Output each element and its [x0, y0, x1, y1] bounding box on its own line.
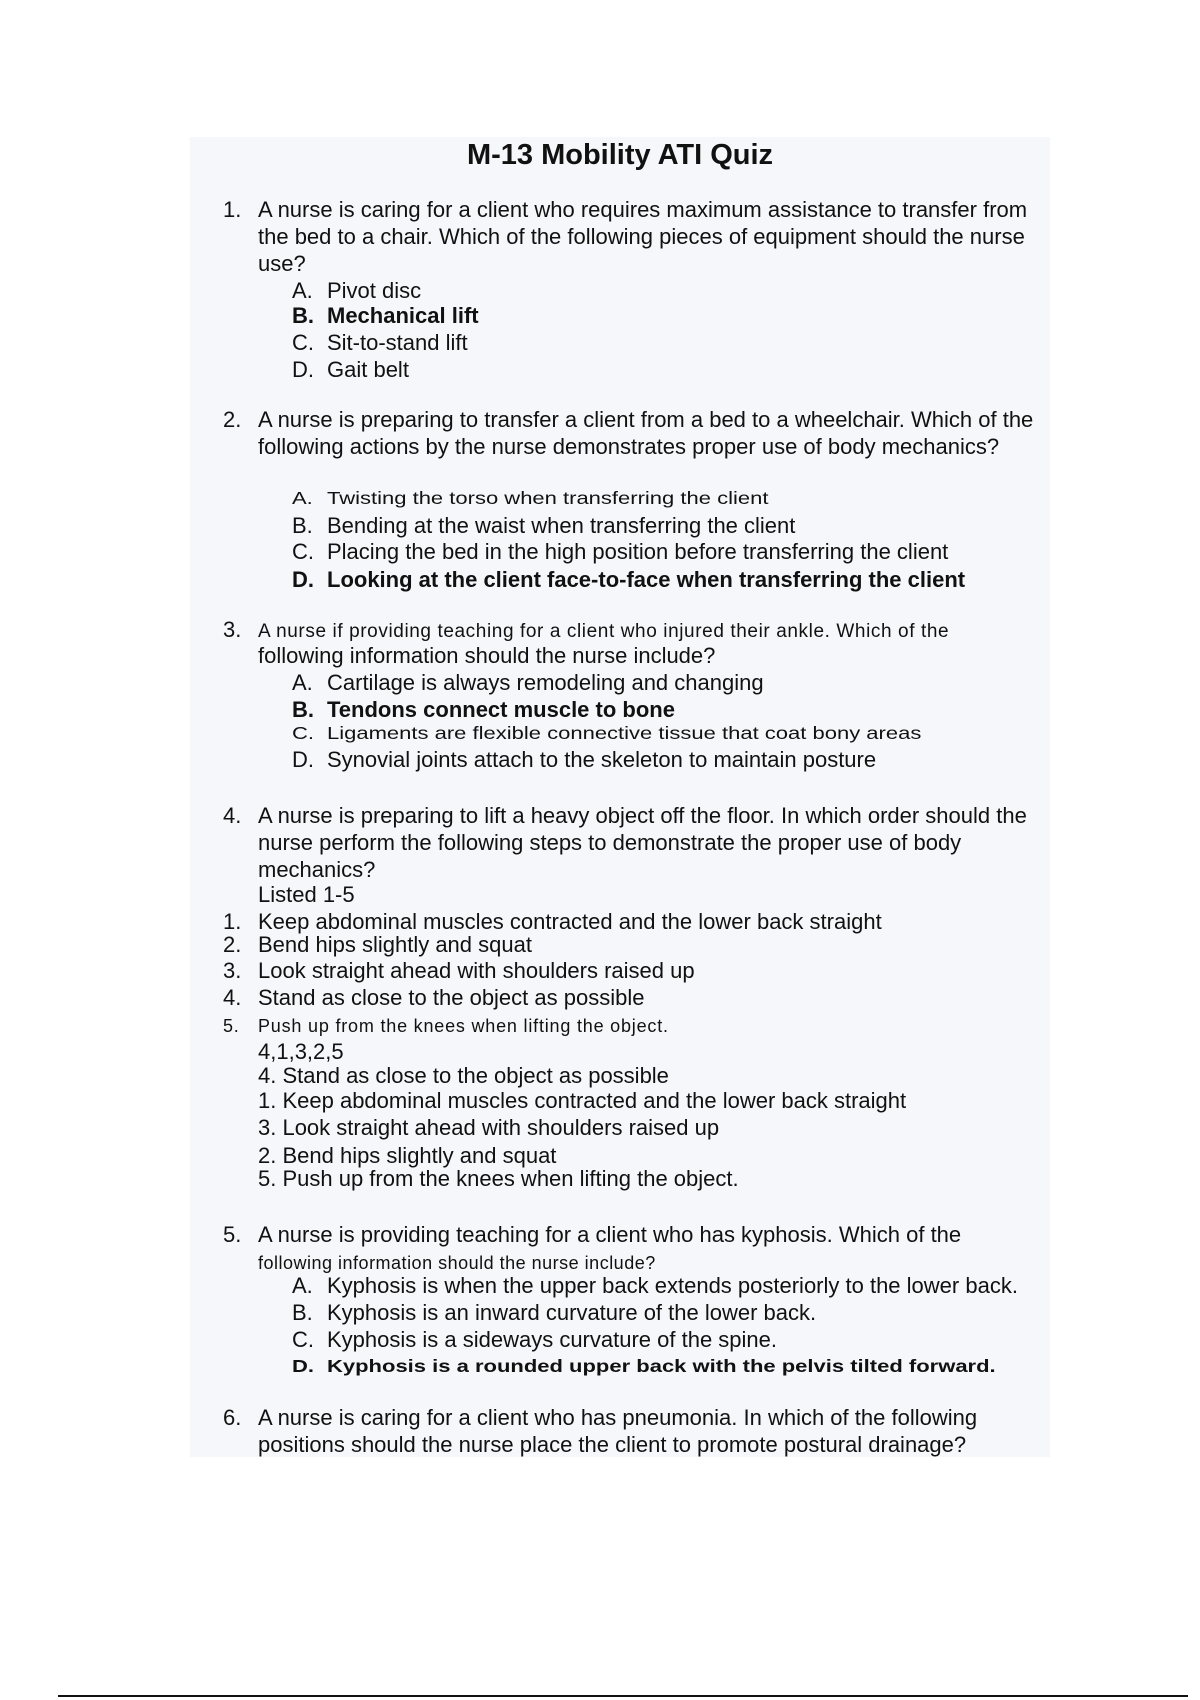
question-1-text: A nurse is caring for a client who requires maximum assistance to transfer from the bed to a chair. Which of the following pieces of equipment should the nurse use?: [258, 197, 1028, 276]
step-number: 5.: [223, 1016, 240, 1036]
question-1-option-b-correct: [292, 302, 1062, 329]
question-4-answer: 4,1,3,2,5: [258, 1039, 344, 1064]
option-text: Placing the bed in the high position before transferring the client: [327, 539, 949, 564]
option-letter: A.: [292, 1273, 313, 1298]
document-title: M-13 Mobility ATI Quiz: [466, 139, 774, 171]
option-letter: D.: [292, 567, 314, 592]
question-1-option-c: [292, 329, 1062, 356]
option-letter: D.: [292, 357, 314, 382]
step-number: 3.: [223, 958, 242, 983]
option-letter: C.: [292, 539, 314, 564]
question-4-step-3: [223, 957, 1043, 984]
question-1-option-d: [292, 356, 1062, 383]
option-text: Looking at the client face-to-face when transferring the client: [327, 567, 966, 592]
question-5-text-line-2: following information should the nurse include?: [258, 1253, 656, 1273]
step-text: Bend hips slightly and squat: [258, 932, 532, 957]
question-5-number: 5.: [223, 1222, 242, 1247]
option-text: Tendons connect muscle to bone: [327, 697, 675, 722]
question-2-option-d-correct: [292, 566, 1062, 593]
question-4-answer-line-4: 2. Bend hips slightly and squat: [258, 1143, 557, 1168]
option-letter: D.: [292, 747, 314, 772]
option-text: Kyphosis is a rounded upper back with the pelvis tilted forward.: [327, 1355, 996, 1376]
option-text: Twisting the torso when transferring the client: [327, 487, 769, 508]
option-letter: B.: [292, 303, 314, 328]
step-text: Push up from the knees when lifting the object.: [258, 1016, 669, 1036]
question-6-number: 6.: [223, 1405, 242, 1430]
option-letter: C.: [292, 330, 314, 355]
question-3-option-a: [292, 669, 1062, 696]
option-text: Kyphosis is an inward curvature of the lower back.: [327, 1300, 817, 1325]
page-bottom-rule: [58, 1695, 1188, 1697]
option-letter: B.: [292, 1300, 313, 1325]
step-number: 4.: [223, 985, 242, 1010]
question-4-instruction: Listed 1-5: [258, 882, 355, 907]
step-text: Look straight ahead with shoulders raised up: [258, 958, 695, 983]
question-2-number: 2.: [223, 407, 242, 432]
question-3-option-d: [292, 746, 1062, 773]
option-letter: B.: [292, 513, 313, 538]
question-1-number: 1.: [223, 197, 242, 222]
question-4-number: 4.: [223, 803, 242, 828]
question-5-option-d-correct: [292, 1355, 1062, 1377]
question-5-option-a: [292, 1272, 1062, 1299]
question-1-option-a: [292, 277, 1062, 304]
option-letter: A.: [292, 278, 313, 303]
step-text: Keep abdominal muscles contracted and the lower back straight: [258, 909, 882, 934]
option-letter: D.: [292, 1355, 314, 1376]
option-text: Kyphosis is when the upper back extends posteriorly to the lower back.: [327, 1273, 1018, 1298]
question-3-text-line-1: A nurse if providing teaching for a client who injured their ankle. Which of the: [258, 621, 950, 642]
question-5-text-line-1: A nurse is providing teaching for a client who has kyphosis. Which of the: [258, 1222, 962, 1247]
option-text: Synovial joints attach to the skeleton to maintain posture: [327, 747, 877, 772]
question-4-answer-line-1: 4. Stand as close to the object as possible: [258, 1063, 669, 1088]
option-text: Sit-to-stand lift: [327, 330, 468, 355]
option-text: Cartilage is always remodeling and changing: [327, 670, 764, 695]
option-text: Gait belt: [327, 357, 409, 382]
option-letter: A.: [292, 670, 313, 695]
question-3-number: 3.: [223, 617, 242, 642]
option-text: Kyphosis is a sideways curvature of the spine.: [327, 1327, 778, 1352]
question-6-text: A nurse is caring for a client who has pneumonia. In which of the following positions should the nurse place the client to promote postural drainage?: [258, 1405, 978, 1457]
option-text: Pivot disc: [327, 278, 422, 303]
question-4-text: A nurse is preparing to lift a heavy object off the floor. In which order should the nurse perform the following steps to demonstrate the proper use of body mechanics?: [258, 803, 1027, 882]
question-4-answer-line-3: 3. Look straight ahead with shoulders raised up: [258, 1115, 720, 1140]
option-letter: B.: [292, 697, 314, 722]
question-3-option-c: [292, 722, 1062, 744]
question-4-answer-line-2: 1. Keep abdominal muscles contracted and the lower back straight: [258, 1088, 907, 1113]
question-2-text: A nurse is preparing to transfer a client from a bed to a wheelchair. Which of the following actions by the nurse demonstrates proper use of body mechanics?: [258, 407, 1034, 459]
question-4-step-2: [223, 931, 1043, 958]
question-3-text-line-2: following information should the nurse include?: [258, 643, 716, 668]
step-text: Stand as close to the object as possible: [258, 985, 645, 1010]
question-4-answer-line-5: 5. Push up from the knees when lifting the object.: [258, 1166, 739, 1191]
question-3-option-b-correct: [292, 696, 1062, 723]
question-2-option-b: [292, 512, 1062, 539]
question-4-step-4: [223, 984, 1043, 1011]
question-4-step-5: [223, 1013, 1043, 1040]
option-text: Ligaments are flexible connective tissue that coat bony areas: [327, 722, 922, 743]
option-letter: C.: [292, 1327, 314, 1352]
step-number: 1.: [223, 909, 242, 934]
step-number: 2.: [223, 932, 242, 957]
option-letter: A.: [292, 487, 313, 508]
question-5-option-c: [292, 1326, 1062, 1353]
question-5-option-b: [292, 1299, 1062, 1326]
question-2-option-c: [292, 538, 1062, 565]
question-2-option-a: [292, 487, 1062, 509]
option-letter: C.: [292, 722, 314, 743]
option-text: Mechanical lift: [327, 303, 479, 328]
option-text: Bending at the waist when transferring the client: [327, 513, 796, 538]
